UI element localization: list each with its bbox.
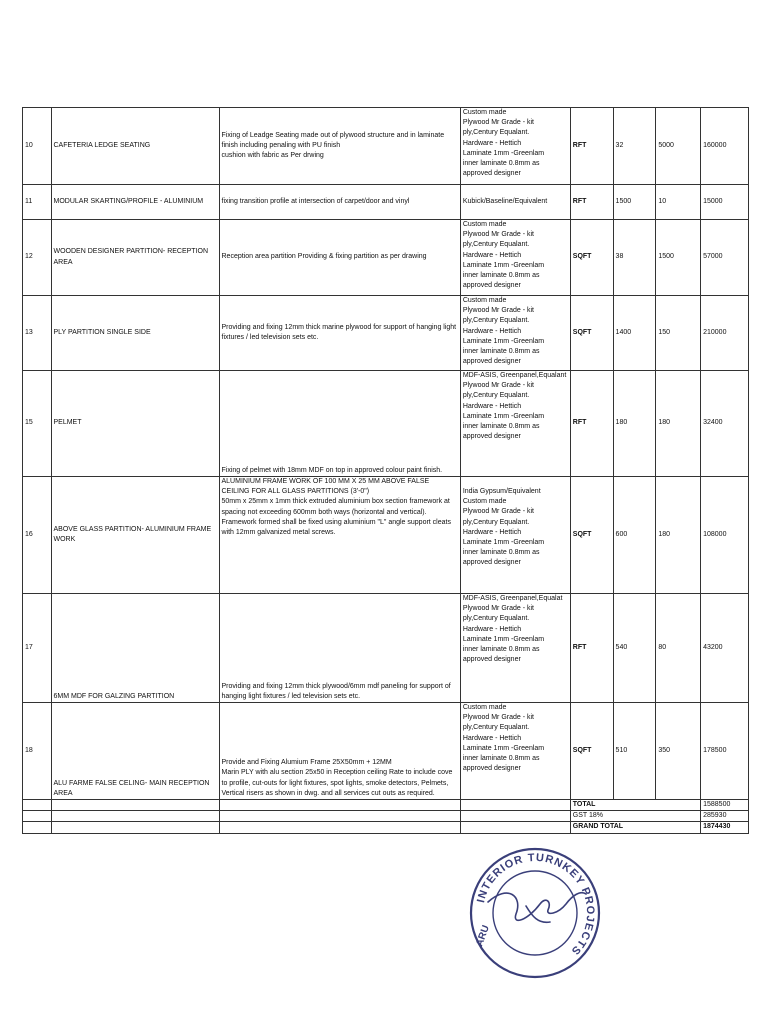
item-qty: 1500 bbox=[613, 185, 656, 220]
item-unit: RFT bbox=[570, 371, 613, 477]
item-unit: RFT bbox=[570, 108, 613, 185]
item-name: PLY PARTITION SINGLE SIDE bbox=[51, 296, 219, 371]
total-amount: 1588500 bbox=[701, 800, 749, 811]
item-unit: SQFT bbox=[570, 477, 613, 594]
item-description: Fixing of pelmet with 18mm MDF on top in approved colour paint finish. bbox=[219, 371, 460, 477]
item-qty: 510 bbox=[613, 703, 656, 800]
item-name: 6MM MDF FOR GALZING PARTITION bbox=[51, 594, 219, 703]
item-make: MDF-ASIS, Greenpanel,Equalant Plywood Mr Grade - kit ply,Century Equalant. Hardware - Hettich Laminate 1mm -Greenlam inner laminate 0.8mm as approved designer bbox=[460, 371, 570, 477]
item-description: Fixing of Leadge Seating made out of plywood structure and in laminate finish including penaling with PU finish cushion with fabric as Per drwing bbox=[219, 108, 460, 185]
item-make: Custom made Plywood Mr Grade - kit ply,Century Equalant. Hardware - Hettich Laminate 1mm -Greenlam inner laminate 0.8mm as approved designer bbox=[460, 703, 570, 800]
item-rate: 10 bbox=[656, 185, 701, 220]
item-unit: SQFT bbox=[570, 296, 613, 371]
item-rate: 180 bbox=[656, 371, 701, 477]
item-qty: 600 bbox=[613, 477, 656, 594]
item-rate: 1500 bbox=[656, 220, 701, 296]
table-row bbox=[23, 594, 749, 703]
item-make: Kubick/Baseline/Equivalent bbox=[460, 185, 570, 220]
table-row bbox=[23, 296, 749, 371]
item-rate: 350 bbox=[656, 703, 701, 800]
item-amount: 43200 bbox=[701, 594, 749, 703]
table-row bbox=[23, 185, 749, 220]
stamp-prefix: ARU bbox=[474, 923, 492, 949]
item-description: Providing and fixing 12mm thick plywood/6mm mdf paneling for support of hanging light fixtures / led television sets etc. bbox=[219, 594, 460, 703]
table-row bbox=[23, 371, 749, 477]
item-description: Reception area partition Providing & fixing partition as per drawing bbox=[219, 220, 460, 296]
total-row bbox=[23, 800, 749, 811]
item-name: MODULAR SKARTING/PROFILE - ALUMINIUM bbox=[51, 185, 219, 220]
boq-table bbox=[22, 107, 749, 834]
item-qty: 1400 bbox=[613, 296, 656, 371]
table-row bbox=[23, 477, 749, 594]
item-name: PELMET bbox=[51, 371, 219, 477]
item-qty: 180 bbox=[613, 371, 656, 477]
table-row bbox=[23, 220, 749, 296]
item-description: Providing and fixing 12mm thick marine plywood for support of hanging light fixtures / led television sets etc. bbox=[219, 296, 460, 371]
item-number: 11 bbox=[23, 185, 52, 220]
gst-label: GST 18% bbox=[570, 811, 700, 822]
stamp-text: INTERIOR TURNKEY PROJECTS bbox=[475, 851, 597, 958]
gst-amount: 285930 bbox=[701, 811, 749, 822]
item-name: CAFETERIA LEDGE SEATING bbox=[51, 108, 219, 185]
total-label: TOTAL bbox=[570, 800, 700, 811]
item-unit: SQFT bbox=[570, 703, 613, 800]
item-amount: 57000 bbox=[701, 220, 749, 296]
item-qty: 32 bbox=[613, 108, 656, 185]
item-make: Custom made Plywood Mr Grade - kit ply,Century Equalant. Hardware - Hettich Laminate 1mm -Greenlam inner laminate 0.8mm as approved designer bbox=[460, 220, 570, 296]
item-rate: 80 bbox=[656, 594, 701, 703]
item-number: 10 bbox=[23, 108, 52, 185]
item-number: 12 bbox=[23, 220, 52, 296]
item-name: WOODEN DESIGNER PARTITION- RECEPTION AREA bbox=[51, 220, 219, 296]
item-qty: 540 bbox=[613, 594, 656, 703]
item-number: 17 bbox=[23, 594, 52, 703]
item-unit: RFT bbox=[570, 594, 613, 703]
item-description: Provide and Fixing Alumium Frame 25X50mm + 12MM Marin PLY with alu section 25x50 in Reception ceiling Rate to include cove to profile, cut-outs for light fixtures, spot lights, smoke detectors, Pelmets, Vertical risers as shown in dwg. and all services cut outs as required. bbox=[219, 703, 460, 800]
grand-total-amount: 1874430 bbox=[701, 822, 749, 833]
item-rate: 180 bbox=[656, 477, 701, 594]
grand-total-row bbox=[23, 822, 749, 833]
item-make: Custom made Plywood Mr Grade - kit ply,Century Equalant. Hardware - Hettich Laminate 1mm -Greenlam inner laminate 0.8mm as approved designer bbox=[460, 296, 570, 371]
item-name: ALU FARME FALSE CELING- MAIN RECEPTION AREA bbox=[51, 703, 219, 800]
item-number: 15 bbox=[23, 371, 52, 477]
item-unit: RFT bbox=[570, 185, 613, 220]
company-stamp bbox=[468, 844, 602, 982]
item-make: Custom made Plywood Mr Grade - kit ply,Century Equalant. Hardware - Hettich Laminate 1mm -Greenlam inner laminate 0.8mm as approved designer bbox=[460, 108, 570, 185]
grand-total-label: GRAND TOTAL bbox=[570, 822, 700, 833]
item-qty: 38 bbox=[613, 220, 656, 296]
table-row bbox=[23, 703, 749, 800]
item-amount: 178500 bbox=[701, 703, 749, 800]
item-make: India Gypsum/Equivalent Custom made Plywood Mr Grade - kit ply,Century Equalant. Hardware - Hettich Laminate 1mm -Greenlam inner laminate 0.8mm as approved designer bbox=[460, 477, 570, 594]
signature-mark bbox=[488, 893, 586, 923]
item-unit: SQFT bbox=[570, 220, 613, 296]
item-number: 13 bbox=[23, 296, 52, 371]
item-description: ALUMINIUM FRAME WORK OF 100 MM X 25 MM ABOVE FALSE CEILING FOR ALL GLASS PARTITIONS (3'-0") 50mm x 25mm x 1mm thick extruded aluminium box section framework at spacing not exceeding 600mm both ways (horizontal and vertical). Framework formed shall be fixed using aluminium "L" angle support cleats with 12mm galvanized metal screws. bbox=[219, 477, 460, 594]
table-row bbox=[23, 108, 749, 185]
item-amount: 32400 bbox=[701, 371, 749, 477]
item-amount: 15000 bbox=[701, 185, 749, 220]
item-number: 18 bbox=[23, 703, 52, 800]
item-description: fixing transition profile at intersection of carpet/door and vinyl bbox=[219, 185, 460, 220]
item-name: ABOVE GLASS PARTITION- ALUMINIUM FRAME WORK bbox=[51, 477, 219, 594]
item-amount: 210000 bbox=[701, 296, 749, 371]
item-amount: 108000 bbox=[701, 477, 749, 594]
item-rate: 5000 bbox=[656, 108, 701, 185]
item-rate: 150 bbox=[656, 296, 701, 371]
item-amount: 160000 bbox=[701, 108, 749, 185]
gst-row bbox=[23, 811, 749, 822]
item-number: 16 bbox=[23, 477, 52, 594]
item-make: MDF-ASIS, Greenpanel,Equalat Plywood Mr Grade - kit ply,Century Equalant. Hardware - Hettich Laminate 1mm -Greenlam inner laminate 0.8mm as approved designer bbox=[460, 594, 570, 703]
